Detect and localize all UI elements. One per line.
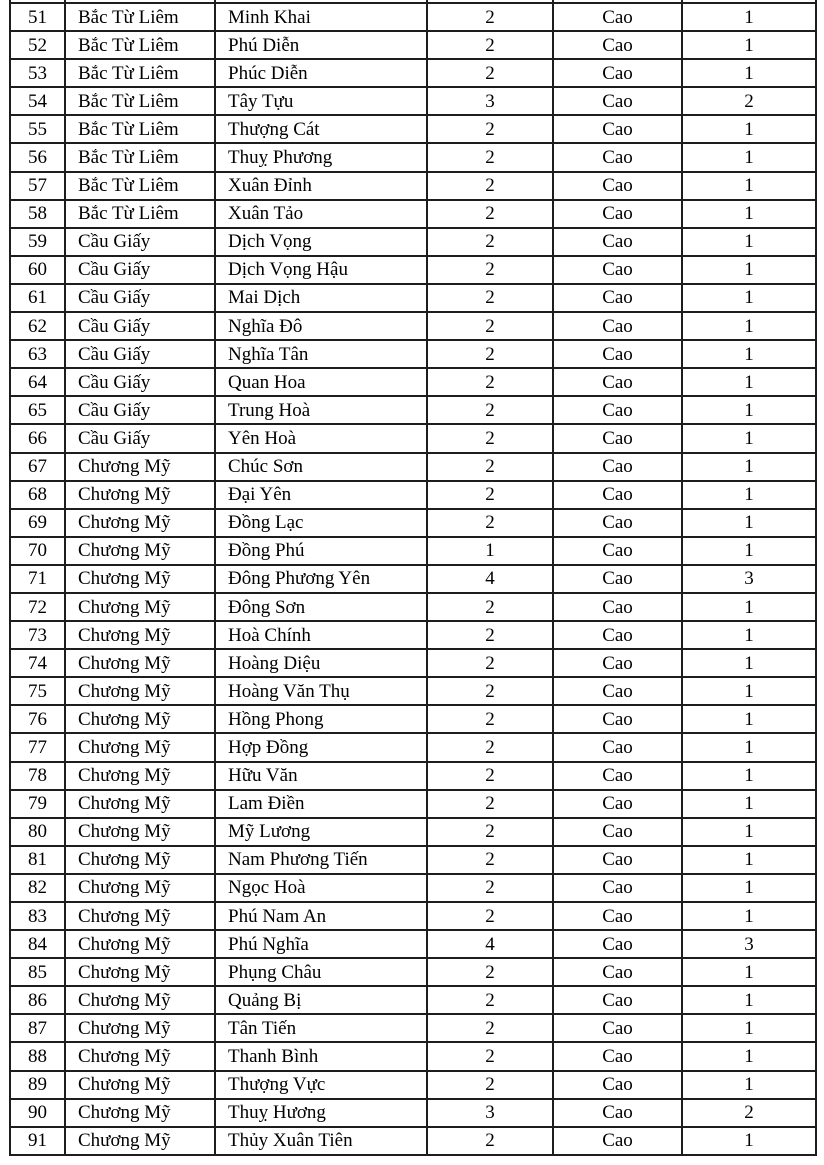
cell-level: Cao	[553, 3, 682, 31]
cell-number2: 1	[682, 1127, 816, 1155]
cell-ward: Đồng Lạc	[215, 509, 427, 537]
cell-number1: 2	[427, 846, 553, 874]
data-table	[9, 0, 817, 1156]
cell-level: Cao	[553, 59, 682, 87]
cell-no: 86	[10, 986, 65, 1014]
cell-level: Cao	[553, 340, 682, 368]
cell-level: Cao	[553, 874, 682, 902]
cell-number2: 1	[682, 424, 816, 452]
cell-number2: 1	[682, 705, 816, 733]
cell-ward: Hữu Văn	[215, 762, 427, 790]
cell-ward: Đại Yên	[215, 481, 427, 509]
cell-district: Bắc Từ Liêm	[65, 115, 215, 143]
cell-number2: 3	[682, 930, 816, 958]
cell-ward: Đồng Phú	[215, 537, 427, 565]
cell-no: 76	[10, 705, 65, 733]
cell-number1: 4	[427, 565, 553, 593]
cell-no: 70	[10, 537, 65, 565]
cell-district: Cầu Giấy	[65, 368, 215, 396]
cell-no: 89	[10, 1071, 65, 1099]
cell-number2: 1	[682, 396, 816, 424]
cell-district: Chương Mỹ	[65, 1042, 215, 1070]
cell-district: Chương Mỹ	[65, 621, 215, 649]
cell-level: Cao	[553, 902, 682, 930]
cell-number1: 2	[427, 509, 553, 537]
table-row	[10, 1014, 816, 1042]
cell-no: 84	[10, 930, 65, 958]
table-row	[10, 143, 816, 171]
cell-number2: 1	[682, 677, 816, 705]
cell-level: Cao	[553, 368, 682, 396]
cell-level: Cao	[553, 705, 682, 733]
cell-number2: 1	[682, 958, 816, 986]
cell-number2: 1	[682, 818, 816, 846]
table-row	[10, 368, 816, 396]
cell-ward: Hợp Đồng	[215, 733, 427, 761]
cell-ward: Xuân Tảo	[215, 200, 427, 228]
cell-no: 83	[10, 902, 65, 930]
cell-level: Cao	[553, 396, 682, 424]
cell-level: Cao	[553, 1127, 682, 1155]
cell-number1: 2	[427, 1014, 553, 1042]
cell-number2: 1	[682, 340, 816, 368]
cell-district: Chương Mỹ	[65, 453, 215, 481]
cell-number2: 1	[682, 846, 816, 874]
cell-number2: 1	[682, 874, 816, 902]
cell-number2: 1	[682, 1071, 816, 1099]
cell-no: 80	[10, 818, 65, 846]
table-row	[10, 537, 816, 565]
cell-ward: Phú Nghĩa	[215, 930, 427, 958]
table-row	[10, 818, 816, 846]
cell-district: Bắc Từ Liêm	[65, 200, 215, 228]
cell-no: 58	[10, 200, 65, 228]
cell-number1: 2	[427, 621, 553, 649]
cell-number1: 2	[427, 593, 553, 621]
cell-ward: Trung Hoà	[215, 396, 427, 424]
cell-level: Cao	[553, 87, 682, 115]
cell-level: Cao	[553, 1071, 682, 1099]
cell-number2: 1	[682, 312, 816, 340]
cell-number1: 2	[427, 453, 553, 481]
cell-number1: 2	[427, 31, 553, 59]
cell-district: Cầu Giấy	[65, 340, 215, 368]
table-row	[10, 312, 816, 340]
cell-district: Bắc Từ Liêm	[65, 87, 215, 115]
cell-level: Cao	[553, 1014, 682, 1042]
table-row	[10, 846, 816, 874]
cell-number2: 1	[682, 537, 816, 565]
cell-level: Cao	[553, 790, 682, 818]
cell-district: Chương Mỹ	[65, 733, 215, 761]
cell-ward: Thanh Bình	[215, 1042, 427, 1070]
table-row	[10, 1127, 816, 1155]
cell-no: 64	[10, 368, 65, 396]
cell-level: Cao	[553, 312, 682, 340]
table-row	[10, 59, 816, 87]
cell-number1: 2	[427, 59, 553, 87]
cell-ward: Phụng Châu	[215, 958, 427, 986]
cell-no: 71	[10, 565, 65, 593]
cell-number2: 1	[682, 256, 816, 284]
cell-district: Bắc Từ Liêm	[65, 172, 215, 200]
cell-number1: 2	[427, 1042, 553, 1070]
cell-number1: 2	[427, 733, 553, 761]
cell-ward: Ngọc Hoà	[215, 874, 427, 902]
cell-number1: 2	[427, 143, 553, 171]
cell-no: 82	[10, 874, 65, 902]
table-row	[10, 930, 816, 958]
cell-ward: Mai Dịch	[215, 284, 427, 312]
cell-number2: 1	[682, 790, 816, 818]
table-row	[10, 200, 816, 228]
cell-ward: Tây Tựu	[215, 87, 427, 115]
table-row	[10, 172, 816, 200]
cell-district: Chương Mỹ	[65, 565, 215, 593]
cell-number2: 1	[682, 200, 816, 228]
cell-level: Cao	[553, 958, 682, 986]
table-row	[10, 1099, 816, 1127]
table-row	[10, 3, 816, 31]
cell-number2: 1	[682, 31, 816, 59]
cell-number1: 2	[427, 228, 553, 256]
cell-number1: 2	[427, 396, 553, 424]
cell-number2: 3	[682, 565, 816, 593]
cell-no: 73	[10, 621, 65, 649]
cell-level: Cao	[553, 143, 682, 171]
cell-level: Cao	[553, 621, 682, 649]
cell-district: Chương Mỹ	[65, 790, 215, 818]
table-row	[10, 453, 816, 481]
cell-no: 67	[10, 453, 65, 481]
cell-number2: 1	[682, 3, 816, 31]
cell-no: 91	[10, 1127, 65, 1155]
cell-no: 85	[10, 958, 65, 986]
cell-level: Cao	[553, 453, 682, 481]
cell-no: 74	[10, 649, 65, 677]
cell-district: Chương Mỹ	[65, 537, 215, 565]
cell-ward: Nam Phương Tiến	[215, 846, 427, 874]
cell-number1: 2	[427, 958, 553, 986]
cell-level: Cao	[553, 481, 682, 509]
table-row	[10, 396, 816, 424]
cell-number1: 2	[427, 340, 553, 368]
cell-no: 77	[10, 733, 65, 761]
cell-district: Chương Mỹ	[65, 902, 215, 930]
cell-district: Cầu Giấy	[65, 256, 215, 284]
table-row	[10, 256, 816, 284]
cell-ward: Quảng Bị	[215, 986, 427, 1014]
cell-district: Bắc Từ Liêm	[65, 31, 215, 59]
cell-ward: Xuân Đỉnh	[215, 172, 427, 200]
cell-district: Bắc Từ Liêm	[65, 143, 215, 171]
cell-district: Chương Mỹ	[65, 986, 215, 1014]
cell-level: Cao	[553, 256, 682, 284]
cell-ward: Phúc Diễn	[215, 59, 427, 87]
cell-level: Cao	[553, 31, 682, 59]
cell-ward: Yên Hoà	[215, 424, 427, 452]
table-row	[10, 986, 816, 1014]
cell-ward: Mỹ Lương	[215, 818, 427, 846]
table-row	[10, 1071, 816, 1099]
table-row	[10, 593, 816, 621]
cell-no: 90	[10, 1099, 65, 1127]
cell-number2: 1	[682, 1014, 816, 1042]
cell-number1: 2	[427, 424, 553, 452]
cell-no: 51	[10, 3, 65, 31]
cell-level: Cao	[553, 200, 682, 228]
table-row	[10, 902, 816, 930]
cell-no: 57	[10, 172, 65, 200]
cell-ward: Hoàng Diệu	[215, 649, 427, 677]
cell-number1: 2	[427, 368, 553, 396]
cell-number1: 2	[427, 172, 553, 200]
cell-level: Cao	[553, 677, 682, 705]
table-row	[10, 762, 816, 790]
cell-level: Cao	[553, 986, 682, 1014]
cell-level: Cao	[553, 424, 682, 452]
cell-no: 81	[10, 846, 65, 874]
cell-number2: 1	[682, 902, 816, 930]
table-row	[10, 87, 816, 115]
cell-number1: 2	[427, 986, 553, 1014]
cell-district: Chương Mỹ	[65, 705, 215, 733]
cell-ward: Dịch Vọng Hậu	[215, 256, 427, 284]
cell-number2: 1	[682, 593, 816, 621]
cell-no: 55	[10, 115, 65, 143]
cell-number1: 2	[427, 256, 553, 284]
cell-ward: Hồng Phong	[215, 705, 427, 733]
cell-ward: Lam Điền	[215, 790, 427, 818]
cell-number1: 2	[427, 3, 553, 31]
cell-number1: 2	[427, 284, 553, 312]
cell-number1: 2	[427, 115, 553, 143]
cell-no: 54	[10, 87, 65, 115]
cell-level: Cao	[553, 565, 682, 593]
cell-ward: Tân Tiến	[215, 1014, 427, 1042]
cell-level: Cao	[553, 818, 682, 846]
cell-number1: 2	[427, 874, 553, 902]
cell-no: 63	[10, 340, 65, 368]
cell-number2: 1	[682, 481, 816, 509]
table-row	[10, 874, 816, 902]
cell-district: Chương Mỹ	[65, 762, 215, 790]
cell-number2: 2	[682, 1099, 816, 1127]
cell-level: Cao	[553, 649, 682, 677]
table-row	[10, 481, 816, 509]
cell-number2: 1	[682, 368, 816, 396]
table-row	[10, 340, 816, 368]
cell-no: 72	[10, 593, 65, 621]
table-row	[10, 705, 816, 733]
cell-number2: 1	[682, 172, 816, 200]
cell-district: Cầu Giấy	[65, 424, 215, 452]
table-row	[10, 790, 816, 818]
cell-district: Chương Mỹ	[65, 930, 215, 958]
cell-district: Chương Mỹ	[65, 1099, 215, 1127]
cell-district: Chương Mỹ	[65, 649, 215, 677]
cell-no: 87	[10, 1014, 65, 1042]
cell-no: 66	[10, 424, 65, 452]
cell-ward: Dịch Vọng	[215, 228, 427, 256]
cell-no: 65	[10, 396, 65, 424]
cell-level: Cao	[553, 115, 682, 143]
cell-no: 62	[10, 312, 65, 340]
cell-number1: 2	[427, 649, 553, 677]
cell-number1: 2	[427, 762, 553, 790]
cell-no: 88	[10, 1042, 65, 1070]
cell-no: 60	[10, 256, 65, 284]
cell-district: Chương Mỹ	[65, 846, 215, 874]
cell-number1: 3	[427, 87, 553, 115]
cell-number1: 2	[427, 677, 553, 705]
cell-ward: Hoàng Văn Thụ	[215, 677, 427, 705]
table-row	[10, 31, 816, 59]
cell-ward: Thượng Cát	[215, 115, 427, 143]
table-row	[10, 284, 816, 312]
table-row	[10, 733, 816, 761]
cell-level: Cao	[553, 284, 682, 312]
cell-number2: 1	[682, 621, 816, 649]
cell-ward: Phú Diễn	[215, 31, 427, 59]
table-row	[10, 958, 816, 986]
cell-no: 68	[10, 481, 65, 509]
cell-number1: 2	[427, 790, 553, 818]
cell-no: 53	[10, 59, 65, 87]
cell-number1: 4	[427, 930, 553, 958]
cell-number2: 1	[682, 733, 816, 761]
cell-level: Cao	[553, 537, 682, 565]
cell-number1: 1	[427, 537, 553, 565]
cell-ward: Quan Hoa	[215, 368, 427, 396]
cell-number1: 2	[427, 1071, 553, 1099]
cell-ward: Thuỵ Hương	[215, 1099, 427, 1127]
cell-number2: 1	[682, 1042, 816, 1070]
table-row	[10, 565, 816, 593]
cell-level: Cao	[553, 509, 682, 537]
cell-district: Chương Mỹ	[65, 509, 215, 537]
cell-level: Cao	[553, 846, 682, 874]
cell-level: Cao	[553, 930, 682, 958]
cell-level: Cao	[553, 172, 682, 200]
table-row	[10, 1042, 816, 1070]
cell-number2: 1	[682, 115, 816, 143]
table-row	[10, 424, 816, 452]
cell-no: 78	[10, 762, 65, 790]
cell-ward: Đông Sơn	[215, 593, 427, 621]
cell-district: Cầu Giấy	[65, 312, 215, 340]
cell-number2: 1	[682, 284, 816, 312]
cell-ward: Thuỵ Phương	[215, 143, 427, 171]
cell-district: Chương Mỹ	[65, 677, 215, 705]
cell-level: Cao	[553, 733, 682, 761]
cell-level: Cao	[553, 1042, 682, 1070]
cell-ward: Nghĩa Tân	[215, 340, 427, 368]
cell-ward: Thượng Vực	[215, 1071, 427, 1099]
cell-no: 75	[10, 677, 65, 705]
cell-district: Chương Mỹ	[65, 593, 215, 621]
cell-ward: Minh Khai	[215, 3, 427, 31]
cell-district: Cầu Giấy	[65, 396, 215, 424]
cell-number2: 1	[682, 649, 816, 677]
table-row	[10, 677, 816, 705]
cell-number2: 1	[682, 453, 816, 481]
cell-number2: 2	[682, 87, 816, 115]
cell-number2: 1	[682, 143, 816, 171]
cell-ward: Thủy Xuân Tiên	[215, 1127, 427, 1155]
cell-district: Chương Mỹ	[65, 958, 215, 986]
cell-district: Cầu Giấy	[65, 284, 215, 312]
cell-number2: 1	[682, 59, 816, 87]
table-row	[10, 621, 816, 649]
cell-district: Chương Mỹ	[65, 818, 215, 846]
cell-district: Chương Mỹ	[65, 1071, 215, 1099]
cell-number2: 1	[682, 986, 816, 1014]
cell-number1: 2	[427, 481, 553, 509]
cell-number2: 1	[682, 228, 816, 256]
cell-ward: Chúc Sơn	[215, 453, 427, 481]
cell-district: Chương Mỹ	[65, 1127, 215, 1155]
cell-level: Cao	[553, 593, 682, 621]
cell-number1: 2	[427, 312, 553, 340]
cell-number2: 1	[682, 509, 816, 537]
cell-ward: Nghĩa Đô	[215, 312, 427, 340]
table-row	[10, 228, 816, 256]
cell-district: Chương Mỹ	[65, 481, 215, 509]
cell-no: 52	[10, 31, 65, 59]
cell-level: Cao	[553, 762, 682, 790]
cell-number1: 2	[427, 200, 553, 228]
table-row	[10, 649, 816, 677]
cell-number1: 2	[427, 902, 553, 930]
cell-district: Bắc Từ Liêm	[65, 3, 215, 31]
cell-level: Cao	[553, 228, 682, 256]
cell-ward: Hoà Chính	[215, 621, 427, 649]
table-row	[10, 115, 816, 143]
cell-number1: 3	[427, 1099, 553, 1127]
cell-no: 61	[10, 284, 65, 312]
cell-district: Cầu Giấy	[65, 228, 215, 256]
cell-number1: 2	[427, 705, 553, 733]
cell-no: 69	[10, 509, 65, 537]
cell-no: 79	[10, 790, 65, 818]
cell-number1: 2	[427, 818, 553, 846]
cell-number2: 1	[682, 762, 816, 790]
cell-district: Chương Mỹ	[65, 874, 215, 902]
cell-no: 59	[10, 228, 65, 256]
cell-district: Bắc Từ Liêm	[65, 59, 215, 87]
cell-level: Cao	[553, 1099, 682, 1127]
cell-ward: Đông Phương Yên	[215, 565, 427, 593]
cell-ward: Phú Nam An	[215, 902, 427, 930]
cell-number1: 2	[427, 1127, 553, 1155]
cell-district: Chương Mỹ	[65, 1014, 215, 1042]
table-row	[10, 509, 816, 537]
cell-no: 56	[10, 143, 65, 171]
